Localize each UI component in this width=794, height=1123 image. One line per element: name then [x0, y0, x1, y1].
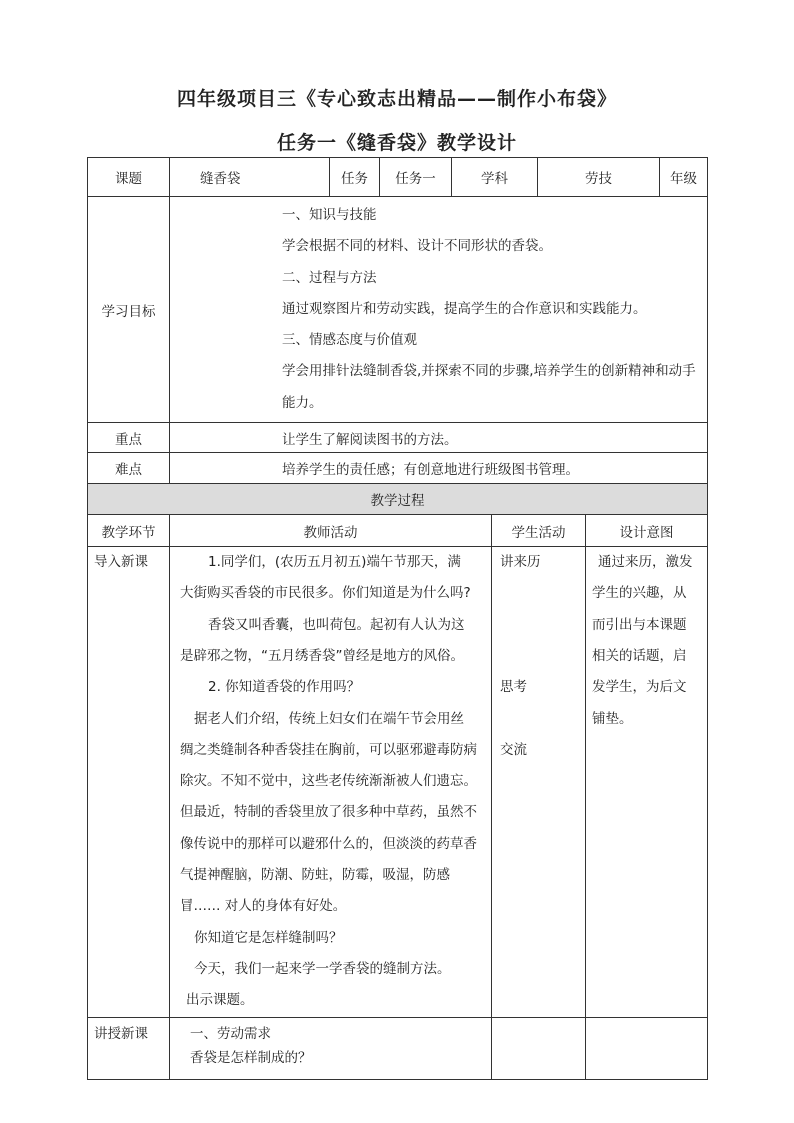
teacher-line: 是辟邪之物，“五月绣香袋”曾经是地方的风俗。 [180, 647, 464, 664]
difficulty-label: 难点 [88, 453, 170, 484]
teacher-line: 据老人们介绍，传统上妇女们在端午节会用丝 [194, 710, 464, 727]
teach-row [88, 1017, 708, 1079]
process-header-row [88, 484, 708, 515]
teach-student-cell [492, 1017, 586, 1079]
student-line [500, 641, 579, 672]
intro-step-cell [88, 547, 170, 1017]
col-teacher: 教师活动 [170, 515, 492, 547]
subject-label: 学科 [452, 158, 538, 197]
teacher-line: 冒…… 对人的身体有好处。 [180, 898, 347, 915]
teach-intent-cell [586, 1017, 708, 1079]
goals-row [88, 197, 708, 423]
lesson-plan-table [87, 157, 708, 1080]
task-label: 任务 [330, 158, 380, 197]
key-point-label: 重点 [88, 423, 170, 453]
teacher-line: 1.同学们，(农历五月初五)端午节那天，满 [208, 554, 461, 571]
grade-label: 年级 [660, 158, 708, 197]
col-student: 学生活动 [492, 515, 586, 547]
goals-line: 一、知识与技能 [282, 207, 377, 223]
intro-step: 导入新课 [94, 554, 148, 571]
intent-line: 发学生，为后文 [592, 679, 687, 696]
intent-line: 学生的兴趣，从 [592, 585, 687, 602]
col-intent: 设计意图 [586, 515, 708, 547]
difficulty-text: 培养学生的责任感；有创意地进行班级图书管理。 [170, 453, 708, 484]
document-subtitle: 任务一《缝香袋》教学设计 [276, 132, 517, 154]
intent-line: 相关的话题，启 [592, 647, 687, 664]
goals-label: 学习目标 [88, 197, 170, 423]
intro-intent-cell [586, 547, 708, 1017]
teacher-line: 绸之类缝制各种香袋挂在胸前，可以驱邪避毒防病 [180, 741, 477, 758]
teacher-line: 香袋是怎样制成的？ [190, 1049, 312, 1066]
goals-line: 学会根据不同的材料、设计不同形状的香袋。 [282, 238, 552, 255]
header-row [88, 158, 708, 197]
column-header-row [88, 515, 708, 547]
topic-value: 缝香袋 [170, 158, 330, 197]
col-step: 教学环节 [88, 515, 170, 547]
intro-student-cell [492, 547, 586, 1017]
teach-teacher-cell [170, 1017, 492, 1079]
teacher-line: 出示课题。 [186, 992, 254, 1009]
subject-value: 劳技 [538, 158, 660, 197]
goals-line: 通过观察图片和劳动实践，提高学生的合作意识和实践能力。 [282, 300, 647, 317]
student-line: 交流 [500, 741, 527, 758]
key-point-row [88, 423, 708, 453]
teach-step: 讲授新课 [88, 1017, 170, 1079]
intro-teacher-cell [170, 547, 492, 1017]
teacher-line: 今天，我们一起来学一学香袋的缝制方法。 [194, 960, 451, 977]
student-line: 讲来历 [500, 554, 541, 571]
student-line: 思考 [500, 679, 527, 696]
student-line [500, 704, 579, 735]
goals-line: 学会用排针法缝制香袋,并探索不同的步骤,培养学生的创新精神和动手能力。 [282, 363, 696, 411]
teacher-line: 气提神醒脑，防潮、防蛀，防霉，吸湿，防感 [180, 867, 450, 884]
goals-line: 三、情感态度与价值观 [282, 332, 417, 349]
intro-row [88, 547, 708, 1017]
document-title: 四年级项目三《专心致志出精品——制作小布袋》 [176, 88, 617, 110]
teacher-line: 但最近，特制的香袋里放了很多种中草药，虽然不 [180, 804, 477, 821]
task-value: 任务一 [380, 158, 452, 197]
difficulty-row [88, 453, 708, 484]
teacher-line: 像传说中的那样可以避邪什么的，但淡淡的药草香 [180, 835, 477, 852]
teacher-line: 2. 你知道香袋的作用吗？ [208, 679, 361, 696]
student-line [500, 578, 579, 609]
teacher-line: 香袋又叫香囊，也叫荷包。起初有人认为这 [208, 616, 465, 633]
intent-line: 通过来历，激发 [598, 554, 693, 571]
topic-label: 课题 [88, 158, 170, 197]
teacher-line: 你知道它是怎样缝制吗？ [194, 929, 343, 946]
process-header: 教学过程 [88, 484, 708, 515]
goals-line: 二、过程与方法 [282, 269, 377, 286]
teacher-line: 一、劳动需求 [190, 1025, 271, 1042]
teacher-line: 大街购买香袋的市民很多。你们知道是为什么吗? [180, 585, 471, 602]
intent-line: 而引出与本课题 [592, 616, 687, 633]
teacher-line: 除灾。不知不觉中，这些老传统渐渐被人们遗忘。 [180, 773, 477, 790]
student-line [500, 610, 579, 641]
intent-line: 铺垫。 [592, 710, 633, 727]
key-point-text: 让学生了解阅读图书的方法。 [170, 423, 708, 453]
